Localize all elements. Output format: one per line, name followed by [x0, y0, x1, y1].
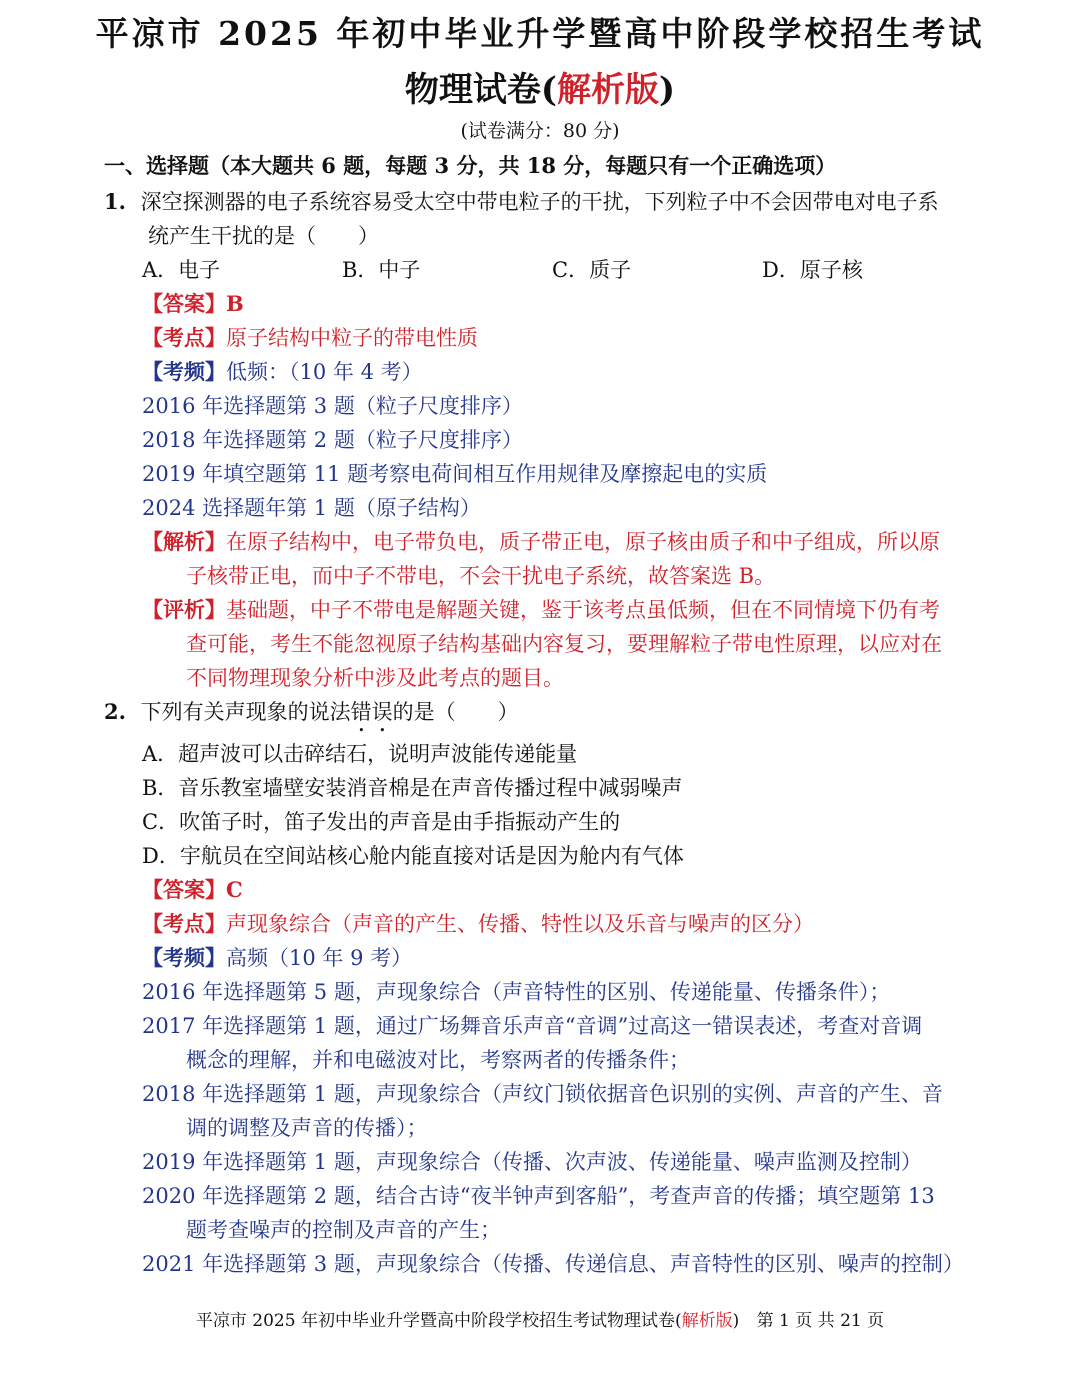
q2-history-2021: 2021 年选择题第 3 题，声现象综合（传播、传递信息、声音特性的区别、噪声的控制） — [142, 1252, 964, 1276]
q1-history-item: 2018 年选择题第 2 题（粒子尺度排序） — [142, 428, 523, 452]
q2-stem — [104, 696, 519, 737]
comment-text: 基础题，中子不带电是解题关键，鉴于该考点虽低频，但在不同情境下仍有考 — [226, 598, 940, 622]
q1-history-item: 2024 选择题年第 1 题（原子结构） — [142, 496, 481, 520]
frequency-tag: 【考频】 — [142, 359, 226, 384]
q2-option-a: A．超声波可以击碎结石，说明声波能传递能量 — [142, 742, 578, 766]
frequency-tag: 【考频】 — [142, 945, 226, 970]
analysis-tag: 【解析】 — [142, 529, 226, 554]
answer-tag: 【答案】 — [142, 291, 226, 316]
exam-title: 平凉市 2025 年初中毕业升学暨高中阶段学校招生考试 — [95, 14, 985, 53]
footer-title: 平凉市 2025 年初中毕业升学暨高中阶段学校招生考试物理试卷( — [195, 1311, 682, 1331]
q1-point — [142, 322, 478, 352]
point-text: 原子结构中粒子的带电性质 — [226, 326, 478, 350]
q2-stem-text: 下列有关声现象的说法 — [140, 700, 351, 724]
q2-option-b: B．音乐教室墙壁安装消音棉是在声音传播过程中减弱噪声 — [142, 776, 683, 800]
footer-title-end: ) — [732, 1311, 740, 1331]
q2-history-2016: 2016 年选择题第 5 题，声现象综合（声音特性的区别、传递能量、传播条件）； — [142, 980, 891, 1004]
point-text: 声现象综合（声音的产生、传播、特性以及乐音与噪声的区分） — [226, 912, 814, 936]
comment-tag: 【评析】 — [142, 597, 226, 622]
point-tag: 【考点】 — [142, 325, 226, 350]
paper-title-version: 解析版 — [557, 70, 659, 110]
q2-stem-emphasis: 错误 — [350, 700, 393, 724]
q2-history-2019: 2019 年选择题第 1 题，声现象综合（传播、次声波、传递能量、噪声监测及控制） — [142, 1150, 922, 1174]
q2-point — [142, 908, 814, 938]
q2-history-2018-cont: 调的调整及声音的传播）； — [186, 1116, 428, 1140]
q1-history-item: 2016 年选择题第 3 题（粒子尺度排序） — [142, 394, 523, 418]
q1-stem-cont: 统产生干扰的是（ ） — [148, 224, 379, 248]
q2-answer — [142, 874, 243, 904]
paper-title — [0, 62, 1080, 111]
q1-analysis-cont: 子核带正电，而中子不带电，不会干扰电子系统，故答案选 B。 — [186, 564, 776, 588]
analysis-text: 在原子结构中，电子带负电，质子带正电，原子核由质子和中子组成，所以原 — [226, 530, 940, 554]
full-score: (试卷满分：80 分) — [460, 120, 620, 142]
section-heading: 一、选择题（本大题共 6 题，每题 3 分，共 18 分，每题只有一个正确选项） — [104, 153, 837, 178]
q1-history-item: 2019 年填空题第 11 题考察电荷间相互作用规律及摩擦起电的实质 — [142, 462, 768, 486]
q1-option-a: A．电子 — [142, 258, 221, 282]
q1-comment — [142, 594, 940, 624]
q1-frequency — [142, 356, 423, 386]
answer-value: C — [226, 877, 243, 902]
q2-frequency — [142, 942, 412, 972]
q1-number: 1. — [104, 189, 126, 214]
q2-stem-end: 的是（ ） — [392, 700, 519, 724]
q2-option-c: C．吹笛子时，笛子发出的声音是由手指振动产生的 — [142, 810, 621, 834]
q1-analysis — [142, 526, 940, 556]
q1-option-b: B．中子 — [342, 258, 421, 282]
q2-history-2020-cont: 题考查噪声的控制及声音的产生； — [186, 1218, 501, 1242]
q2-history-2018: 2018 年选择题第 1 题，声现象综合（声纹门锁依据音色识别的实例、声音的产生、音 — [142, 1082, 943, 1106]
paper-title-main: 物理试卷( — [404, 70, 557, 110]
frequency-text: 低频：（10 年 4 考） — [226, 360, 423, 384]
page-footer — [0, 1306, 1080, 1331]
paper-title-end: ) — [659, 70, 676, 110]
answer-tag: 【答案】 — [142, 877, 226, 902]
q2-history-2017-cont: 概念的理解，并和电磁波对比，考察两者的传播条件； — [186, 1048, 690, 1072]
q1-stem — [104, 186, 939, 216]
q2-history-2017: 2017 年选择题第 1 题，通过广场舞音乐声音“音调”过高这一错误表述，考查对音调 — [142, 1014, 923, 1038]
q1-comment-cont: 不同物理现象分析中涉及此考点的题目。 — [186, 666, 564, 690]
q1-comment-cont: 查可能，考生不能忽视原子结构基础内容复习，要理解粒子带电性原理，以应对在 — [186, 632, 942, 656]
footer-version: 解析版 — [681, 1311, 733, 1331]
answer-value: B — [226, 291, 244, 316]
q2-history-2020: 2020 年选择题第 2 题，结合古诗“夜半钟声到客船”，考查声音的传播；填空题第 13 — [142, 1184, 935, 1208]
q1-option-c: C．质子 — [552, 258, 632, 282]
q2-number: 2. — [104, 699, 126, 724]
frequency-text: 高频（10 年 9 考） — [226, 946, 413, 970]
q1-stem-text: 深空探测器的电子系统容易受太空中带电粒子的干扰，下列粒子中不会因带电对电子系 — [140, 190, 939, 214]
q1-answer — [142, 288, 244, 318]
point-tag: 【考点】 — [142, 911, 226, 936]
q1-option-d: D．原子核 — [762, 258, 863, 282]
page-number: 第 1 页 共 21 页 — [756, 1311, 885, 1331]
q2-option-d: D．宇航员在空间站核心舱内能直接对话是因为舱内有气体 — [142, 844, 684, 868]
